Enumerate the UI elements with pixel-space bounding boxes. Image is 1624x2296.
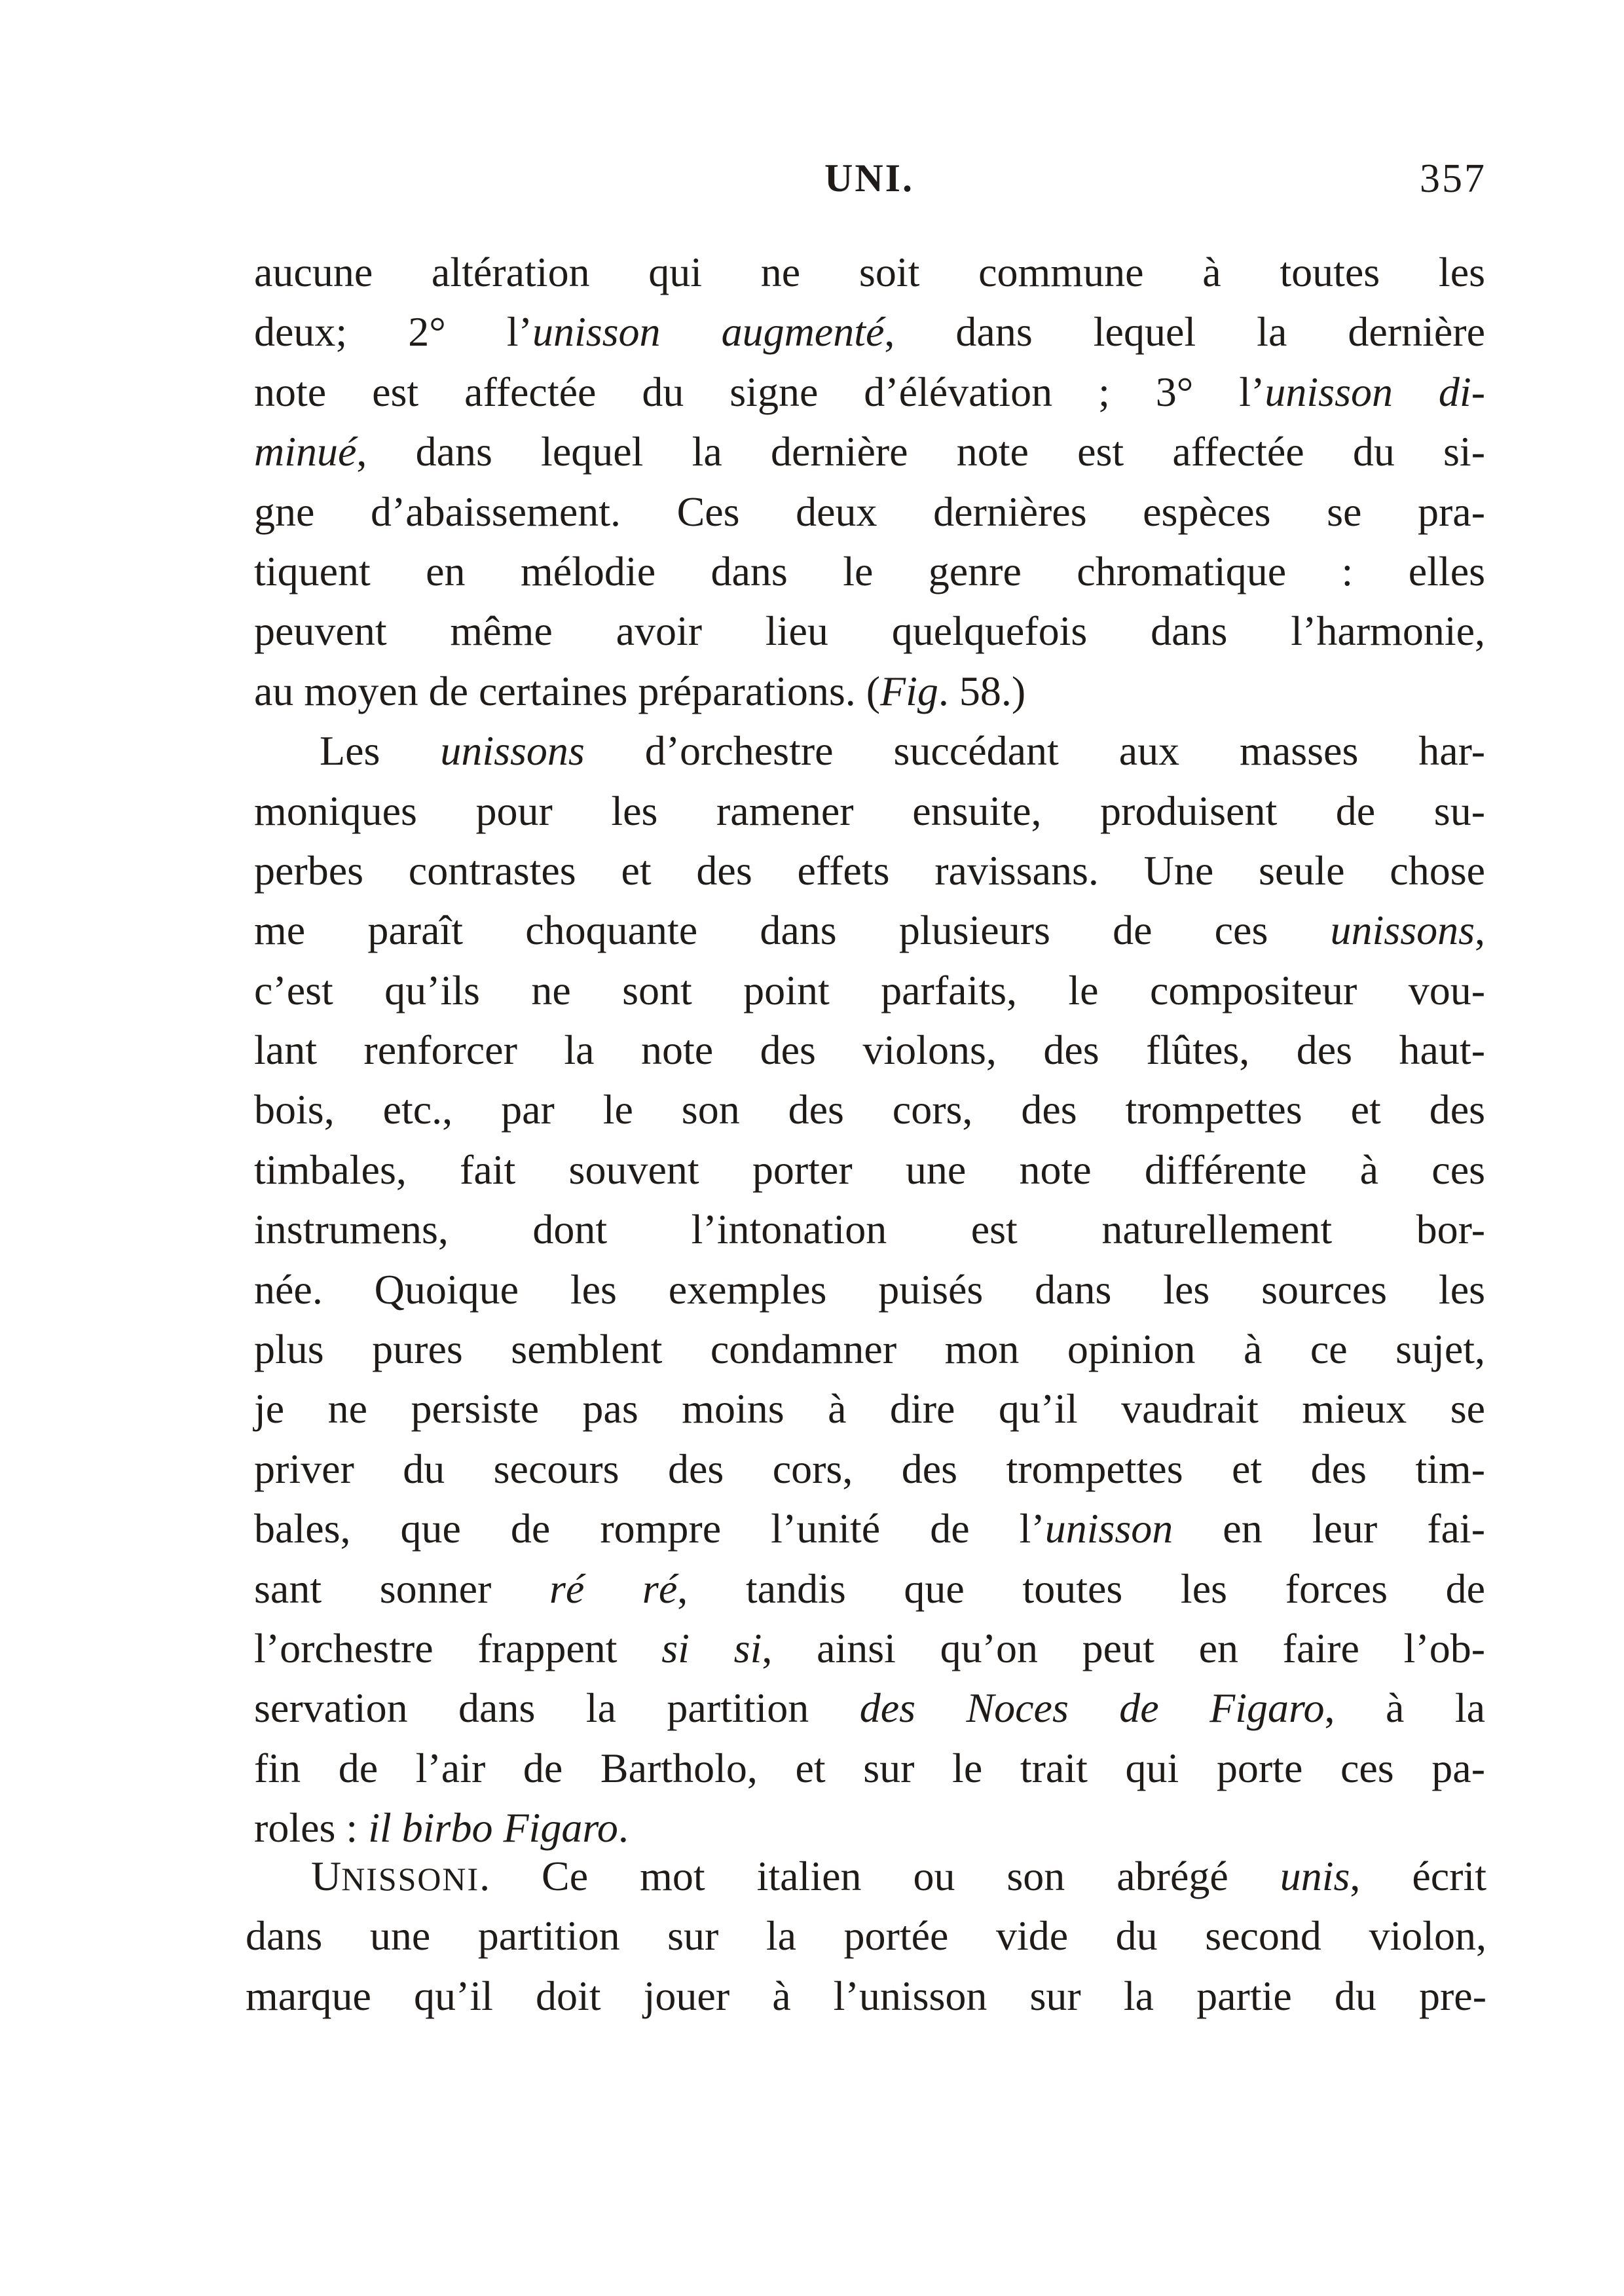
- text-line: [254, 661, 1485, 721]
- italic-term: minué: [254, 428, 357, 475]
- text-run: Les: [320, 727, 441, 774]
- text-run: je ne persiste pas moins à dire qu’il vaudrait mieux se: [254, 1385, 1485, 1432]
- italic-title: des Noces de Figaro: [859, 1685, 1325, 1732]
- text-line: [254, 1678, 1485, 1738]
- text-run: née. Quoique les exemples puisés dans les sources les: [254, 1266, 1485, 1313]
- text-line: [246, 1846, 1486, 1906]
- text-line: [254, 1439, 1485, 1499]
- text-run: note est affectée du signe d’élévation ; 3° l’: [254, 368, 1265, 415]
- text-line: [246, 1966, 1486, 2026]
- text-line: [254, 422, 1485, 481]
- text-line: [254, 482, 1485, 541]
- running-title: UNI.: [824, 156, 914, 200]
- text-run: roles :: [254, 1804, 369, 1851]
- italic-term: si si: [661, 1624, 762, 1671]
- text-line: [254, 781, 1485, 841]
- text-line: [254, 601, 1485, 661]
- text-line: [246, 1906, 1486, 1965]
- text-line: [254, 242, 1485, 302]
- main-text: [254, 242, 1485, 1858]
- text-run: timbales, fait souvent porter une note différente à ces: [254, 1146, 1485, 1193]
- text-line: [254, 1559, 1485, 1618]
- italic-term: unissons: [1330, 907, 1475, 954]
- text-run: l’orchestre frappent: [254, 1624, 662, 1671]
- text-run: c’est qu’ils ne sont point parfaits, le compositeur vou-: [254, 966, 1485, 1013]
- text-line: [254, 1319, 1485, 1379]
- text-run: , ainsi qu’on peut en faire l’ob-: [762, 1624, 1486, 1671]
- text-run: en leur fai-: [1173, 1505, 1485, 1552]
- text-run: , tandis que toutes les forces de: [677, 1565, 1486, 1612]
- text-run: au moyen de certaines préparations. (: [254, 667, 881, 714]
- text-line: [254, 1020, 1485, 1080]
- text-run: moniques pour les ramener ensuite, produisent de su-: [254, 787, 1485, 834]
- text-line: [254, 302, 1485, 361]
- text-run: peuvent même avoir lieu quelquefois dans l’harmonie,: [254, 608, 1485, 655]
- text-line: [254, 721, 1485, 780]
- italic-term: unisson: [1044, 1505, 1173, 1552]
- text-line: [254, 960, 1485, 1020]
- text-run: bois, etc., par le son des cors, des trompettes et des: [254, 1086, 1485, 1133]
- text-line: [254, 1499, 1485, 1558]
- running-head: [252, 156, 1486, 215]
- text-run: , dans lequel la dernière: [884, 308, 1485, 355]
- text-run: tiquent en mélodie dans le genre chromatique : elles: [254, 547, 1485, 594]
- text-run: fin de l’air de Bartholo, et sur le trait qui porte ces pa-: [254, 1744, 1485, 1791]
- text-run: .: [618, 1804, 629, 1851]
- text-line: [254, 1260, 1485, 1319]
- italic-term: unis: [1280, 1853, 1350, 1899]
- text-line: [254, 1738, 1485, 1798]
- entry-headword: NISSONI: [341, 1861, 480, 1897]
- italic-term: unisson di-: [1264, 368, 1486, 415]
- text-run: , écrit: [1350, 1853, 1486, 1899]
- italic-term: unisson augmenté: [532, 308, 885, 355]
- text-line: [254, 1080, 1485, 1139]
- text-line: [254, 900, 1485, 960]
- text-run: bales, que de rompre l’unité de l’: [254, 1505, 1045, 1552]
- figure-reference: Fig: [880, 667, 938, 714]
- text-line: [254, 362, 1485, 422]
- text-run: . Ce mot italien ou son abrégé: [479, 1853, 1280, 1899]
- text-run: plus pures semblent condamner mon opinion à ce sujet,: [254, 1326, 1485, 1373]
- italic-term: ré ré: [549, 1565, 678, 1612]
- text-run: priver du secours des cors, des trompettes et des tim-: [254, 1445, 1485, 1492]
- text-line: [254, 1379, 1485, 1438]
- italic-quote: il birbo Figaro: [368, 1804, 618, 1851]
- text-run: marque qu’il doit jouer à l’unisson sur la partie du pre-: [246, 1972, 1486, 2019]
- text-run: , à la: [1324, 1685, 1485, 1732]
- page-number: 357: [1420, 156, 1486, 201]
- text-run: . 58.): [938, 667, 1026, 714]
- text-line: [254, 541, 1485, 601]
- text-run: me paraît choquante dans plusieurs de ces: [254, 907, 1331, 954]
- text-line: [254, 1199, 1485, 1259]
- entry-unissoni: [246, 1846, 1486, 2026]
- text-run: aucune altération qui ne soit commune à toutes les: [254, 249, 1485, 295]
- text-run: instrumens, dont l’intonation est naturellement bor-: [254, 1206, 1485, 1253]
- text-line: [254, 841, 1485, 900]
- text-run: ,: [1475, 907, 1485, 954]
- text-line: [254, 1140, 1485, 1199]
- text-line: [254, 1618, 1485, 1678]
- text-run: d’orchestre succédant aux masses har-: [584, 727, 1486, 774]
- text-run: deux; 2° l’: [254, 308, 532, 355]
- text-run: , dans lequel la dernière note est affectée du si-: [356, 428, 1485, 475]
- text-run: lant renforcer la note des violons, des flûtes, des haut-: [254, 1027, 1485, 1074]
- entry-headword-initial: U: [311, 1853, 342, 1899]
- text-run: dans une partition sur la portée vide du second violon,: [246, 1912, 1486, 1959]
- text-run: sant sonner: [254, 1565, 549, 1612]
- italic-term: unissons: [440, 727, 585, 774]
- text-run: servation dans la partition: [254, 1685, 860, 1732]
- text-run: gne d’abaissement. Ces deux dernières espèces se pra-: [254, 488, 1485, 535]
- text-run: perbes contrastes et des effets ravissans. Une seule chose: [254, 847, 1485, 894]
